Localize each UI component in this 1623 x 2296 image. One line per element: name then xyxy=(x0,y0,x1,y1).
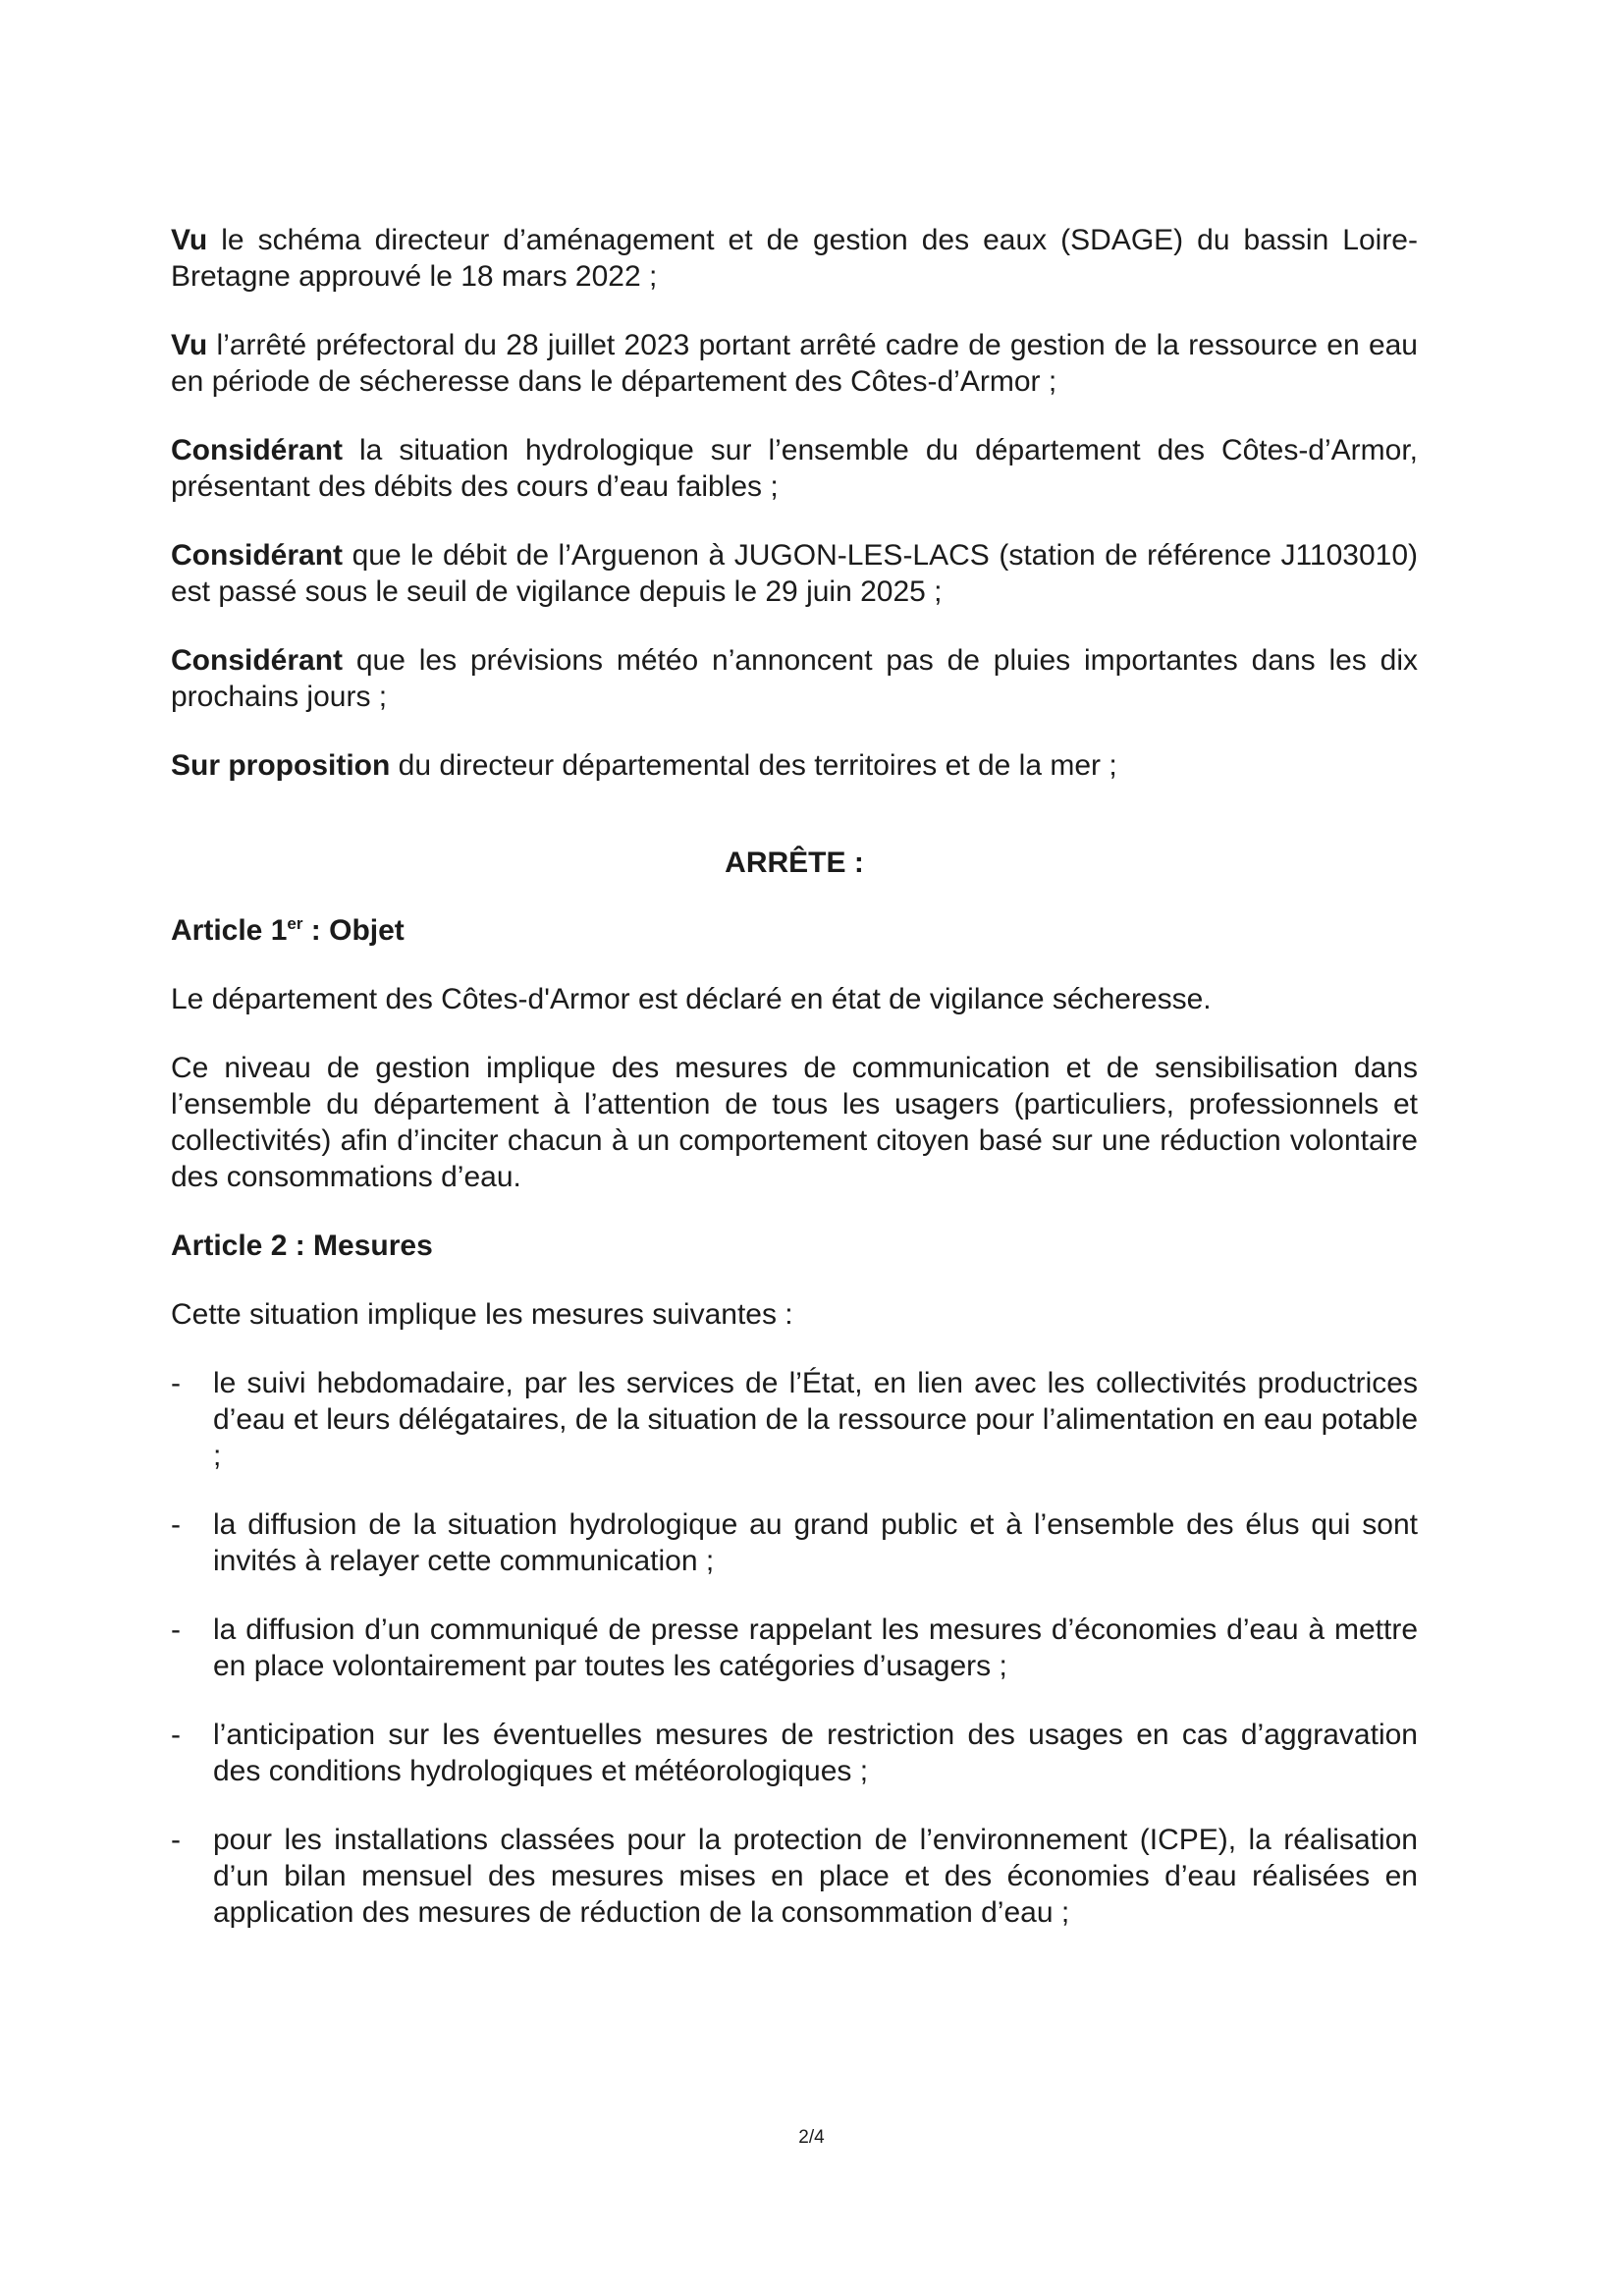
consideration-lead: Vu xyxy=(171,329,208,361)
measure-item xyxy=(171,1506,1418,1579)
consideration-lead: Considérant xyxy=(171,539,344,572)
page-number: 2/4 xyxy=(798,2127,825,2148)
consideration-paragraph xyxy=(171,747,1418,784)
consideration-text: du directeur départemental des territoires et de la mer ; xyxy=(390,749,1117,782)
consideration-paragraph xyxy=(171,222,1418,295)
measure-text: pour les installations classées pour la protection de l’environnement (ICPE), la réalisation d’un bilan mensuel des mesures mises en place et des économies d’eau réalisées en application des mesures de réduction de la consommation d’eau ; xyxy=(213,1824,1418,1929)
consideration-text: que les prévisions météo n’annoncent pas de pluies importantes dans les dix prochains jours ; xyxy=(171,644,1418,713)
bullet-marker: - xyxy=(171,1613,181,1646)
article-1-paragraph: Le département des Côtes-d'Armor est déclaré en état de vigilance sécheresse. xyxy=(171,983,1212,1015)
article-1-paragraph: Ce niveau de gestion implique des mesures de communication et de sensibilisation dans l’ensemble du département à l’attention de tous les usagers (particuliers, professionnels et collectivités) afin d’inciter chacun à un comportement citoyen basé sur une réduction volontaire des consommations d’eau. xyxy=(171,1052,1418,1193)
consideration-lead: Considérant xyxy=(171,644,344,677)
measure-text: la diffusion d’un communiqué de presse rappelant les mesures d’économies d’eau à mettre en place volontairement par toutes les catégories d’usagers ; xyxy=(213,1613,1418,1682)
measure-text: le suivi hebdomadaire, par les services de l’État, en lien avec les collectivités productrices d’eau et leurs délégataires, de la situation de la ressource pour l’alimentation en eau potable ; xyxy=(213,1367,1418,1472)
article-1-heading xyxy=(171,912,1418,949)
bullet-marker: - xyxy=(171,1508,181,1541)
decree-title: ARRÊTE : xyxy=(725,847,864,879)
document-body xyxy=(171,222,1418,1963)
measure-item xyxy=(171,1365,1418,1474)
measure-item xyxy=(171,1612,1418,1684)
bullet-marker: - xyxy=(171,1367,181,1399)
article-2-intro: Cette situation implique les mesures suivantes : xyxy=(171,1298,793,1331)
article-1-heading-sup: er xyxy=(287,914,303,933)
consideration-paragraph xyxy=(171,537,1418,610)
consideration-paragraph xyxy=(171,327,1418,400)
measure-text: la diffusion de la situation hydrologique au grand public et à l’ensemble des élus qui sont invités à relayer cette communication ; xyxy=(213,1508,1418,1577)
consideration-paragraph xyxy=(171,432,1418,505)
consideration-lead: Considérant xyxy=(171,434,344,466)
article-2-heading: Article 2 : Mesures xyxy=(171,1230,433,1262)
consideration-paragraph xyxy=(171,642,1418,715)
measure-item xyxy=(171,1822,1418,1931)
consideration-text: que le débit de l’Arguenon à JUGON-LES-LACS (station de référence J1103010) est passé sous le seuil de vigilance depuis le 29 juin 2025 ; xyxy=(171,539,1418,608)
measures-list xyxy=(171,1365,1418,1931)
bullet-marker: - xyxy=(171,1824,181,1856)
consideration-text: l’arrêté préfectoral du 28 juillet 2023 portant arrêté cadre de gestion de la ressource en eau en période de sécheresse dans le département des Côtes-d’Armor ; xyxy=(171,329,1418,398)
article-1-heading-prefix: Article 1 xyxy=(171,914,288,947)
consideration-text: la situation hydrologique sur l’ensemble du département des Côtes-d’Armor, présentant des débits des cours d’eau faibles ; xyxy=(171,434,1418,503)
consideration-lead: Vu xyxy=(171,224,208,256)
consideration-lead: Sur proposition xyxy=(171,749,391,782)
consideration-text: le schéma directeur d’aménagement et de gestion des eaux (SDAGE) du bassin Loire-Bretagne approuvé le 18 mars 2022 ; xyxy=(171,224,1418,293)
article-1-heading-suffix: : Objet xyxy=(302,914,405,947)
measure-item xyxy=(171,1717,1418,1789)
measure-text: l’anticipation sur les éventuelles mesures de restriction des usages en cas d’aggravation des conditions hydrologiques et météorologiques ; xyxy=(213,1719,1418,1787)
bullet-marker: - xyxy=(171,1719,181,1751)
